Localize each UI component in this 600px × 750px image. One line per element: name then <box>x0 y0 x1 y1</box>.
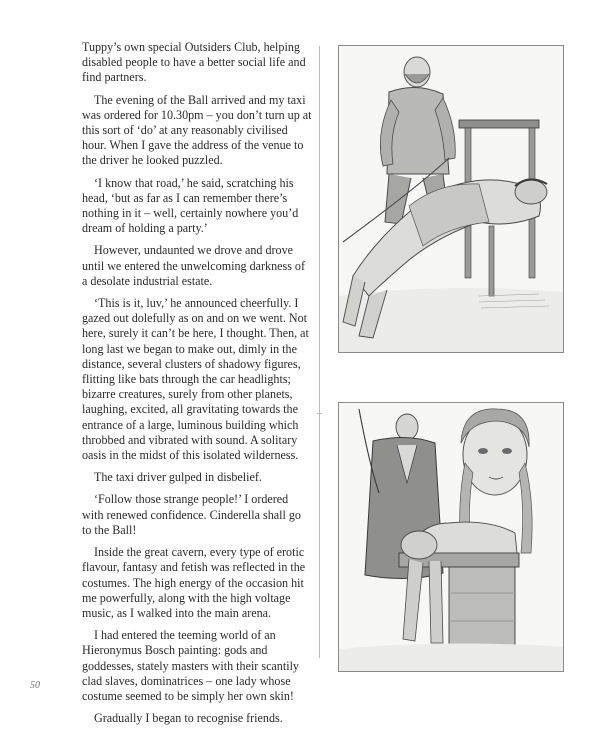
paragraph: However, undaunted we drove and drove until we entered the unwelcoming darkness of a desolate industrial estate. <box>82 243 305 288</box>
paragraph: ‘This is it, luv,’ he announced cheerfully. I gazed out dolefully as on and on we went. Not here, surely it can’t be here, I thought. Then, at long last we began to make out, dimly in the distance, several clusters of shadowy figures, flitting like bats through the car headlights; bizarre creatures, surely from other planets, laughing, excited, all gravitating towards the entrance of a large, luminous building which throbbed and vibrated with sound. A solitary oasis in the midst of this isolated wilderness. <box>82 296 309 463</box>
paragraph: I had entered the teeming world of an Hieronymus Bosch painting: gods and goddesses, stately masters with their scantily clad slaves, dominatrices – one lady whose costume seemed to be simply her own skin! <box>82 628 299 703</box>
paragraph: Inside the great cavern, every type of erotic flavour, fantasy and fetish was reflected in the costumes. The high energy of the occasion hit me powerfully, along with the high voltage music, as I walked into the main arena. <box>82 545 306 620</box>
paragraph: ‘Follow those strange people!’ I ordered with renewed confidence. Cinderella shall go to the Ball! <box>82 492 301 537</box>
paragraph: ‘I know that road,’ he said, scratching his head, ‘but as far as I can remember there’s nothing in it – well, certainly nowhere you’d dream of holding a party.’ <box>82 175 299 236</box>
body-text-column <box>82 40 312 733</box>
page-number: 50 <box>30 680 40 691</box>
illustration-top <box>338 45 564 353</box>
divider-tick <box>317 413 322 414</box>
paragraph: Gradually I began to recognise friends. <box>94 711 283 726</box>
column-divider <box>319 46 320 658</box>
pencil-sketch-top <box>339 46 563 352</box>
illustration-bottom <box>338 402 564 672</box>
paragraph: The evening of the Ball arrived and my taxi was ordered for 10.30pm – you don’t turn up at this sort of ‘do’ at any reasonably civilised hour. When I gave the address of the venue to the driver he looked puzzled. <box>82 92 312 168</box>
paragraph: The taxi driver gulped in disbelief. <box>94 470 262 485</box>
paragraph: Tuppy’s own special Outsiders Club, helping disabled people to have a better social life and find partners. <box>82 40 306 85</box>
pencil-sketch-bottom <box>339 403 563 671</box>
